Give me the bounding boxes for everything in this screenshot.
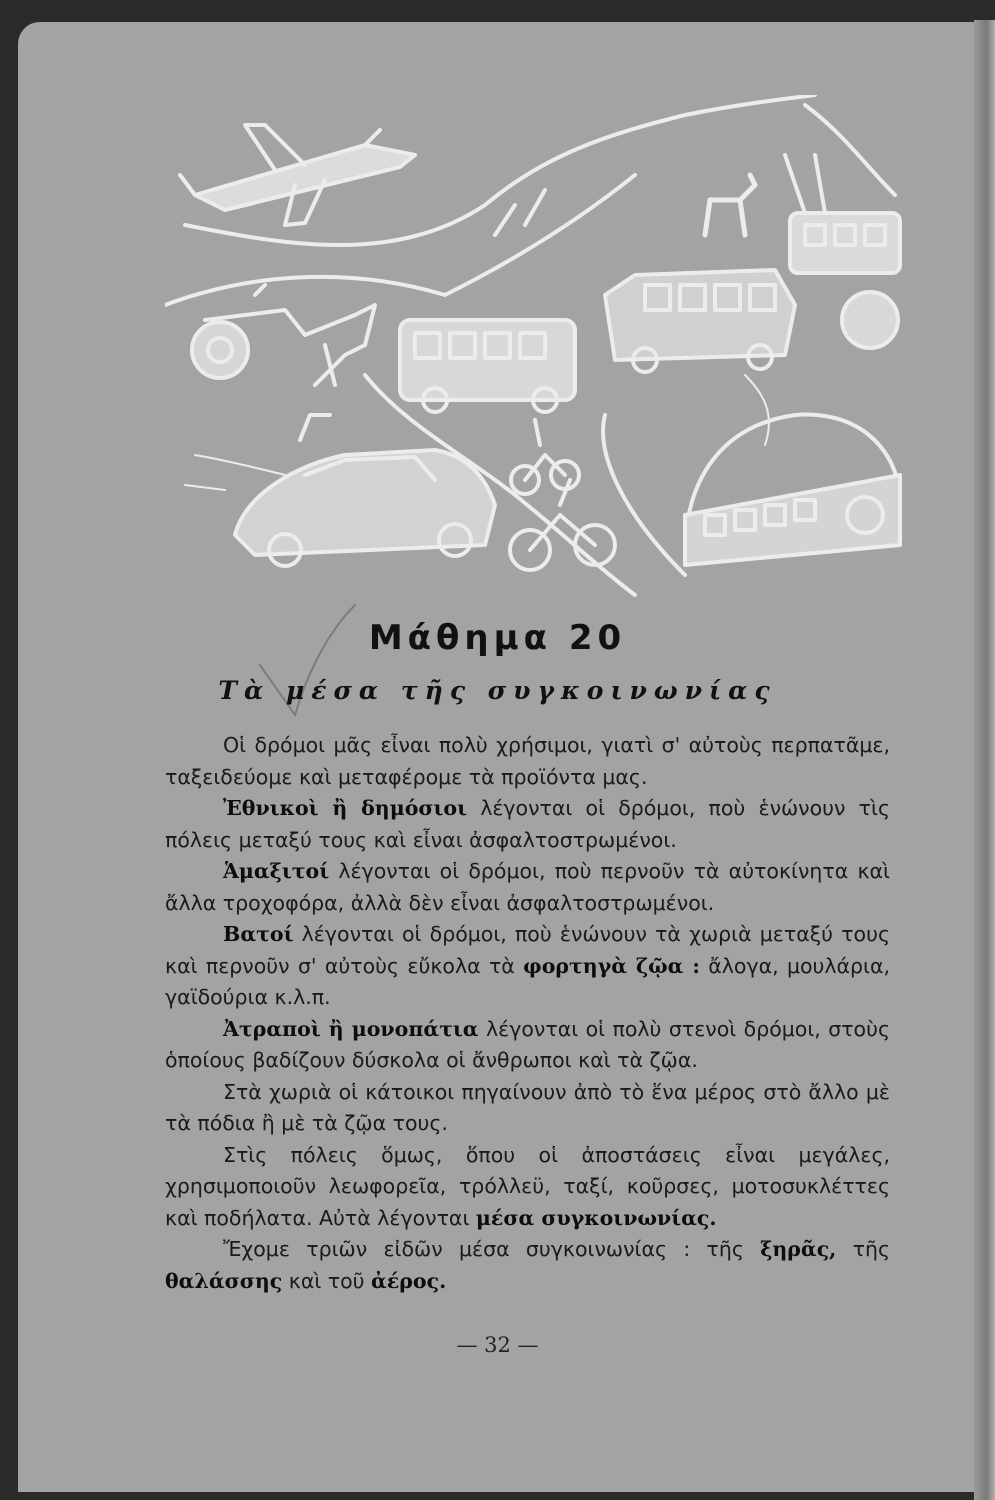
paragraph-text: ἄλογα, μουλάρια, γαϊδούρια κ.λ.π. [165,953,891,1009]
airplane-sketch [180,125,415,225]
term-bold: Ἁμαξιτοί [223,859,330,883]
bicycle-sketch [510,420,615,570]
paragraph-text: Στὰ χωριὰ οἱ κάτοικοι πηγαίνουν ἀπὸ τὸ ἕνα μέρος στὸ ἄλλο μὲ τὰ πόδια ἢ μὲ τὰ ζῷα τους. [165,1079,890,1135]
paragraph [165,856,890,919]
paragraph-text: τῆς [836,1237,890,1261]
paragraph-text: Στὶς πόλεις ὅμως, ὅπου οἱ ἀποστάσεις εἶναι μεγάλες, χρησιμοποιοῦν λεωφορεῖα, τρόλλεϋ, ταξί, κοῦρσες, μοτοσυκλέττες καὶ ποδήλατα. Αὐτὰ λέγονται [165,1142,890,1230]
bus-sketch-2 [605,270,795,372]
term-bold: μέσα συγκοινωνίας. [475,1205,717,1230]
page-edge [974,20,995,1500]
paragraph [165,793,890,856]
term-bold: ἀέρος. [371,1268,447,1293]
trolley-sketch [785,155,900,273]
term-bold: θαλάσσης [165,1268,283,1293]
term-bold: Ἀτραποὶ ἢ μονοπάτια [223,1016,479,1041]
carriage-sketch [192,285,375,385]
term-bold: φορτηγὰ ζῷα : [523,953,700,978]
bus-sketch [400,320,575,412]
paragraph-text: λέγονται οἱ δρόμοι, ποὺ περνοῦν τὰ αὐτοκίνητα καὶ ἄλλα τροχοφόρα, ἀλλὰ δὲν εἶναι ἀσφαλτοστρωμένοι. [165,859,890,915]
paragraph-text: Ἔχομε τριῶν εἰδῶν μέσα συγκοινωνίας : τῆς [223,1237,761,1261]
transport-illustration [165,95,905,605]
paragraph [165,1077,890,1140]
train-sketch [685,415,900,565]
lesson-title: Μάθημα 20 [368,618,627,658]
page-number: — 32 — [456,1333,539,1357]
paragraph [165,1140,890,1235]
paragraph-text: λέγονται οἱ δρόμοι, ποὺ ἑνώνουν τὰ χωριὰ μεταξύ τους καὶ περνοῦν σ' αὐτοὺς εὔκολα τὰ [165,922,890,978]
paragraph [165,1014,890,1077]
paragraph [165,919,890,1014]
paragraph-text: καὶ τοῦ [282,1268,372,1293]
paragraph-text: λέγονται οἱ πολὺ στενοὶ δρόμοι, στοὺς ὁποίους βαδίζουν δύσκολα οἱ ἄνθρωποι καὶ τὰ ζῷα. [165,1016,890,1072]
paragraph-text: λέγονται οἱ δρόμοι, ποὺ ἑνώνουν τὶς πόλεις μεταξύ τους καὶ εἶναι ἀσφαλτοστρωμένοι. [165,796,890,852]
car-sketch [235,415,495,566]
paragraph-text: Οἱ δρόμοι μᾶς εἶναι πολὺ χρήσιμοι, γιατὶ σ' αὐτοὺς περπατᾶμε, ταξειδεύομε καὶ μεταφέρομε τὰ προϊόντα μας. [165,733,890,789]
lesson-subtitle: Τὰ μέσα τῆς συγκοινωνίας [218,676,777,705]
paragraph [165,730,890,793]
lesson-body [165,730,890,1297]
term-bold: Βατοί [223,922,294,946]
term-bold: Ἐθνικοὶ ἢ δημόσιοι [223,796,468,820]
paragraph [165,1234,890,1297]
term-bold: ξηρᾶς, [760,1237,837,1261]
